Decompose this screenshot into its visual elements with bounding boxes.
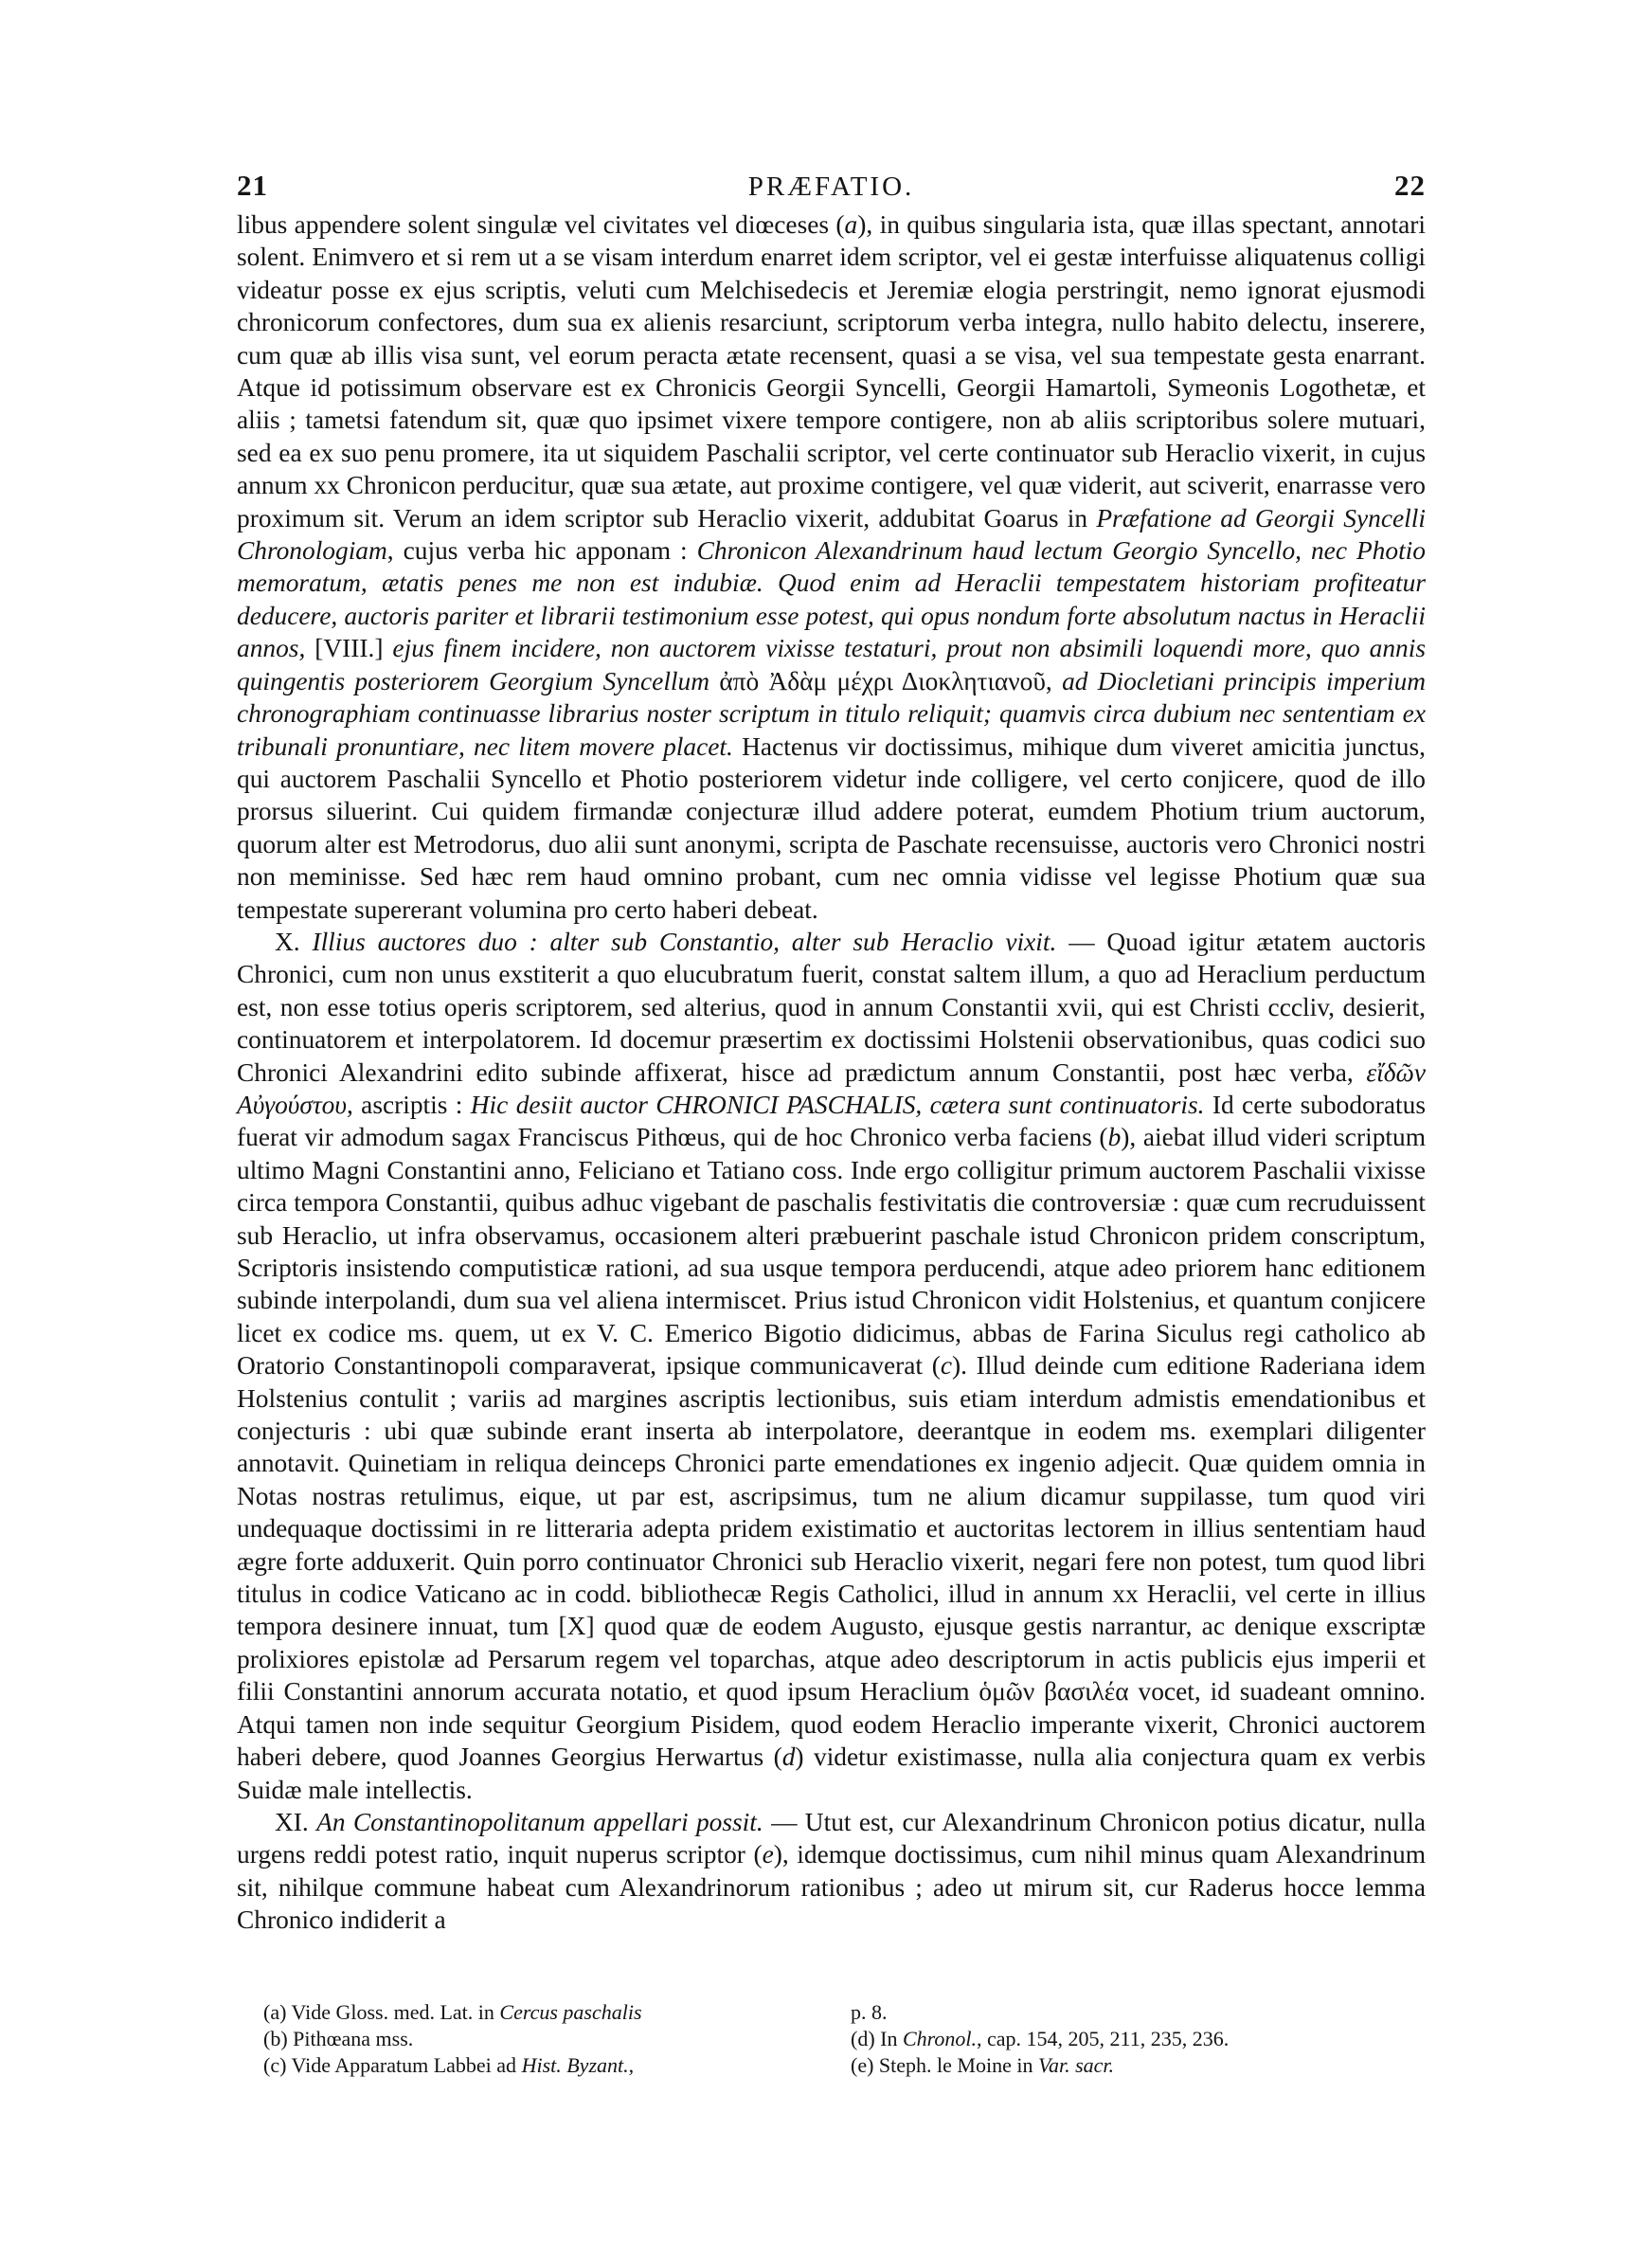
footnote-ref-b: b xyxy=(1107,1123,1122,1152)
page-title: PRÆFATIO. xyxy=(747,172,915,202)
margin-marker: [VIII.] xyxy=(305,634,393,663)
footnote-text: , cap. 154, 205, 211, 235, 236. xyxy=(977,2027,1230,2050)
quotation: Hic desiit auctor CHRONICI PASCHALIS, cætera sunt continuatoris. xyxy=(470,1090,1205,1119)
footnote-a-page xyxy=(851,1999,1419,2026)
footnote-row xyxy=(263,2026,1419,2052)
text-run: ), aiebat illud videri scriptum ultimo Magni Constantini anno, Feliciano et Tatiano coss. Inde ergo colligitur primum auctorem Paschalii vixisse circa tempora Constantii, quibus adhuc vigebant de paschalis festivitatis die controversiæ : quæ cum recruduissent sub Heraclio, ut infra observamus, occasionem alteri præbuerint paschale istud Chronicon pridem conscriptum, Scriptoris insistendo computisticæ rationi, ad sua usque tempora perducendi, atque adeo priorem hanc editionem subinde interpolandi, dum sua vel aliena intermiscet. Prius istud Chronicon vidit Holstenius, et quantum conjicere licet ex codice ms. quem, ut ex V. C. Emerico Bigotio didicimus, abbas de Farina Siculus regi catholico ab Oratorio Constantinopoli comparaverat, ipsique communicaverat ( xyxy=(237,1123,1426,1381)
footnote-c xyxy=(263,2052,851,2079)
footnote-b xyxy=(263,2026,851,2052)
footnote-ref-c: c xyxy=(940,1351,953,1381)
text-run: Hactenus vir doctissimus, mihique dum viveret amicitia junctus, qui auctorem Paschalii Syncello et Photio posteriorem videtur inde colligere, vel certo conjicere, quod de illo prorsus siluerint. Cui quidem firmandæ conjecturæ illud addere poterat, eumdem Photium trium auctorum, quorum alter est Metrodorus, duo alii sunt anonymi, scripta de Paschate recensuisse, auctoris vero Chronici nostri non meminisse. Sed hæc rem haud omnino probant, cum nec omnia vidisse vel legisse Photium quæ sua tempestate supererant volumina pro certo haberi debeat. xyxy=(237,731,1426,924)
footnote-text: (c) Vide Apparatum Labbei ad xyxy=(263,2053,522,2077)
section-x xyxy=(237,926,1426,1806)
text-run: libus appendere solent singulæ vel civitates vel diœceses ( xyxy=(237,210,845,239)
text-run: Id certe subodoratus fuerat vir admodum sagax Franciscus Pithœus, qui de hoc Chronico verba faciens ( xyxy=(237,1090,1426,1152)
text-run: — Quoad igitur ætatem auctoris Chronici, cum non unus exstiterit a quo elucubratum fuerit, constat saltem illum, a quo ad Heraclium perductum est, non esse totius operis scriptorem, sed alterius, quod in annum Constantii xvii, qui est Christi cccliv, desierit, continuatorem et interpolatorem. Id docemur præsertim ex doctissimi Holstenii observationibus, quas codici suo Chronici Alexandrini edito subinde affixerat, hisce ad prædictum annum Constantii, post hæc verba, xyxy=(237,927,1427,1087)
section-heading: Illius auctores duo : alter sub Constantio, alter sub Heraclio vixit. xyxy=(312,927,1057,956)
greek-text: εἴδῶν Αὐγούστου xyxy=(237,1057,1426,1119)
footnote-e xyxy=(851,2052,1419,2079)
footnote-row xyxy=(263,1999,1419,2026)
footnote-text: Chronol. xyxy=(902,2027,978,2050)
footnote-text: , xyxy=(628,2053,635,2077)
footnote-text: (b) Pithœana mss. xyxy=(263,2027,414,2050)
quotation: ejus finem incidere, non auctorem vixisse testaturi, prout non absimili loquendi more, quo annis quingentis posteriorem Georgium Syncellum xyxy=(237,634,1426,695)
running-head xyxy=(237,169,1426,203)
footnote-text: Cercus paschalis xyxy=(499,2000,642,2024)
text-run: ) videtur existimasse, nulla alia conjectura quam ex verbis Suidæ male intellectis. xyxy=(237,1742,1426,1804)
footnote-text: Var. sacr. xyxy=(1037,2053,1115,2077)
text-run: ). Illud deinde cum editione Raderiana idem Holstenius contulit ; variis ad margines ascriptis lectionibus, suis etiam interdum admistis emendationibus et conjecturis : ubi quæ subinde erant inserta ab interpolatore, deerantque in eodem ms. exemplari diligenter annotavit. Quinetiam in reliqua deinceps Chronici parte emendationes ex ingenio adjecit. Quæ quidem omnia in Notas nostras retulimus, eique, ut par est, ascripsimus, tum ne alium dicamur suppilasse, tum quod viri undequaque doctissimi in re litteraria adepta pridem existimatio et auctoritas lectorem in illius sententiam haud ægre forte adduxerit. Quin porro continuator Chronici sub Heraclio vixerit, negari fere non potest, tum quod libri titulus in codice Vaticano ac in codd. bibliothecæ Regis Catholici, illud in annum xx Heraclii, vel certe in illius tempora desinere innuat, tum [X] quod quæ de eodem Augusto, ejusque gestis narrantur, ac denique exscriptæ prolixiores epistolæ ad Persarum regem vel toparchas, atque adeo descriptorum in actis publicis ejus imperii et filii Constantini annorum accurata notatio, et quod ipsum Heraclium xyxy=(237,1351,1426,1706)
section-number: X. xyxy=(275,927,313,956)
footnote-ref-d: d xyxy=(781,1742,796,1772)
text-run: ), in quibus singularia ista, quæ illas spectant, annotari solent. Enimvero et si rem ut a se visam interdum enarret idem scriptor, vel ei gestæ interfuisse aliquatenus colligi videatur posse ex ejus scriptis, veluti cum Melchisedecis et Jeremiæ elogia perstringit, nemo ignorat ejusmodi chronicorum confectores, dum sua ex alienis resarciunt, scriptorum verba integra, nullo habito delectu, inserere, cum quæ ab illis visa sunt, vel eorum peracta ætate recensent, quasi a se visa, vel sua tempestate gesta enarrant. Atque id potissimum observare est ex Chronicis Georgii Syncelli, Georgii Hamartoli, Symeonis Logothetæ, et aliis ; tametsi fatendum sit, quæ quo ipsimet vixere tempore contigere, non ab aliis scriptoribus solere mutuari, sed ea ex suo penu promere, ita ut siquidem Paschalii scriptor, vel certe continuator sub Heraclio vixerit, in cujus annum xx Chronicon perducitur, quæ sua ætate, aut proxime contigere, vel quæ viderit, aut sciverit, enarrasse vero proximum sit. Verum an idem scriptor sub Heraclio vixerit, addubitat Goarus in xyxy=(237,210,1426,533)
document-page xyxy=(237,169,1426,2206)
footnote-text: Hist. Byzant. xyxy=(521,2053,629,2077)
quotation: Chronicon Alexandrinum haud lectum Georgio Syncello, nec Photio memoratum, ætatis penes me non est indubiæ. Quod enim ad Heraclii tempestatem historiam profiteatur deducere, auctoris pariter et librarii testimonium esse potest, qui opus nondum forte absolutum nactus in Heraclii annos, xyxy=(237,536,1426,663)
greek-text: ἀπὸ Ἀδὰμ μέχρι Διοκλητιανοῦ, xyxy=(709,666,1063,695)
paragraph-1 xyxy=(237,208,1426,926)
footnotes xyxy=(263,1999,1419,2079)
footnote-text: (d) In xyxy=(851,2027,903,2050)
page-number-right: 22 xyxy=(1394,169,1426,202)
footnote-text: (a) Vide Gloss. med. Lat. in xyxy=(263,2000,500,2024)
text-run: , ascriptis : xyxy=(346,1090,471,1119)
footnote-ref-e: e xyxy=(762,1840,774,1869)
greek-text: ὁμῶν βασιλέα xyxy=(979,1677,1129,1706)
footnote-text: p. 8. xyxy=(851,2000,888,2024)
footnote-d xyxy=(851,2026,1419,2052)
section-number: XI. xyxy=(275,1807,317,1836)
cited-work: Præfatione ad Georgii Syncelli Chronologiam xyxy=(237,503,1426,566)
quotation: ad Diocletiani principis imperium chronographiam continuasse librarius noster scriptum in titulo reliquit; quamvis circa dubium nec sententiam ex tribunali pronuntiare, nec litem movere placet. xyxy=(237,666,1426,761)
footnote-text: (e) Steph. le Moine in xyxy=(851,2053,1038,2077)
body-text xyxy=(237,208,1426,1937)
footnote-a xyxy=(263,1999,851,2026)
text-run: , cujus verba hic apponam : xyxy=(386,536,697,566)
text-run: vocet, id suadeant omnino. Atqui tamen non inde sequitur Georgium Pisidem, quod eodem Heraclio imperante vixerit, Chronici auctorem haberi debere, quod Joannes Georgius Herwartus ( xyxy=(237,1677,1427,1772)
text-run: — Utut est, cur Alexandrinum Chronicon potius dicatur, nulla urgens reddi potest ratio, inquit nuperus scriptor ( xyxy=(237,1807,1426,1869)
footnote-ref-a: a xyxy=(844,210,858,239)
section-xi xyxy=(237,1806,1426,1937)
text-run: ), idemque doctissimus, cum nihil minus quam Alexandrinum sit, nihilque commune habeat cum Alexandrinorum rationibus ; adeo ut mirum sit, cur Raderus hocce lemma Chronico indiderit a xyxy=(237,1840,1427,1935)
section-heading: An Constantinopolitanum appellari possit. xyxy=(316,1807,763,1836)
footnote-row xyxy=(263,2052,1419,2079)
page-number-left: 21 xyxy=(237,169,268,202)
